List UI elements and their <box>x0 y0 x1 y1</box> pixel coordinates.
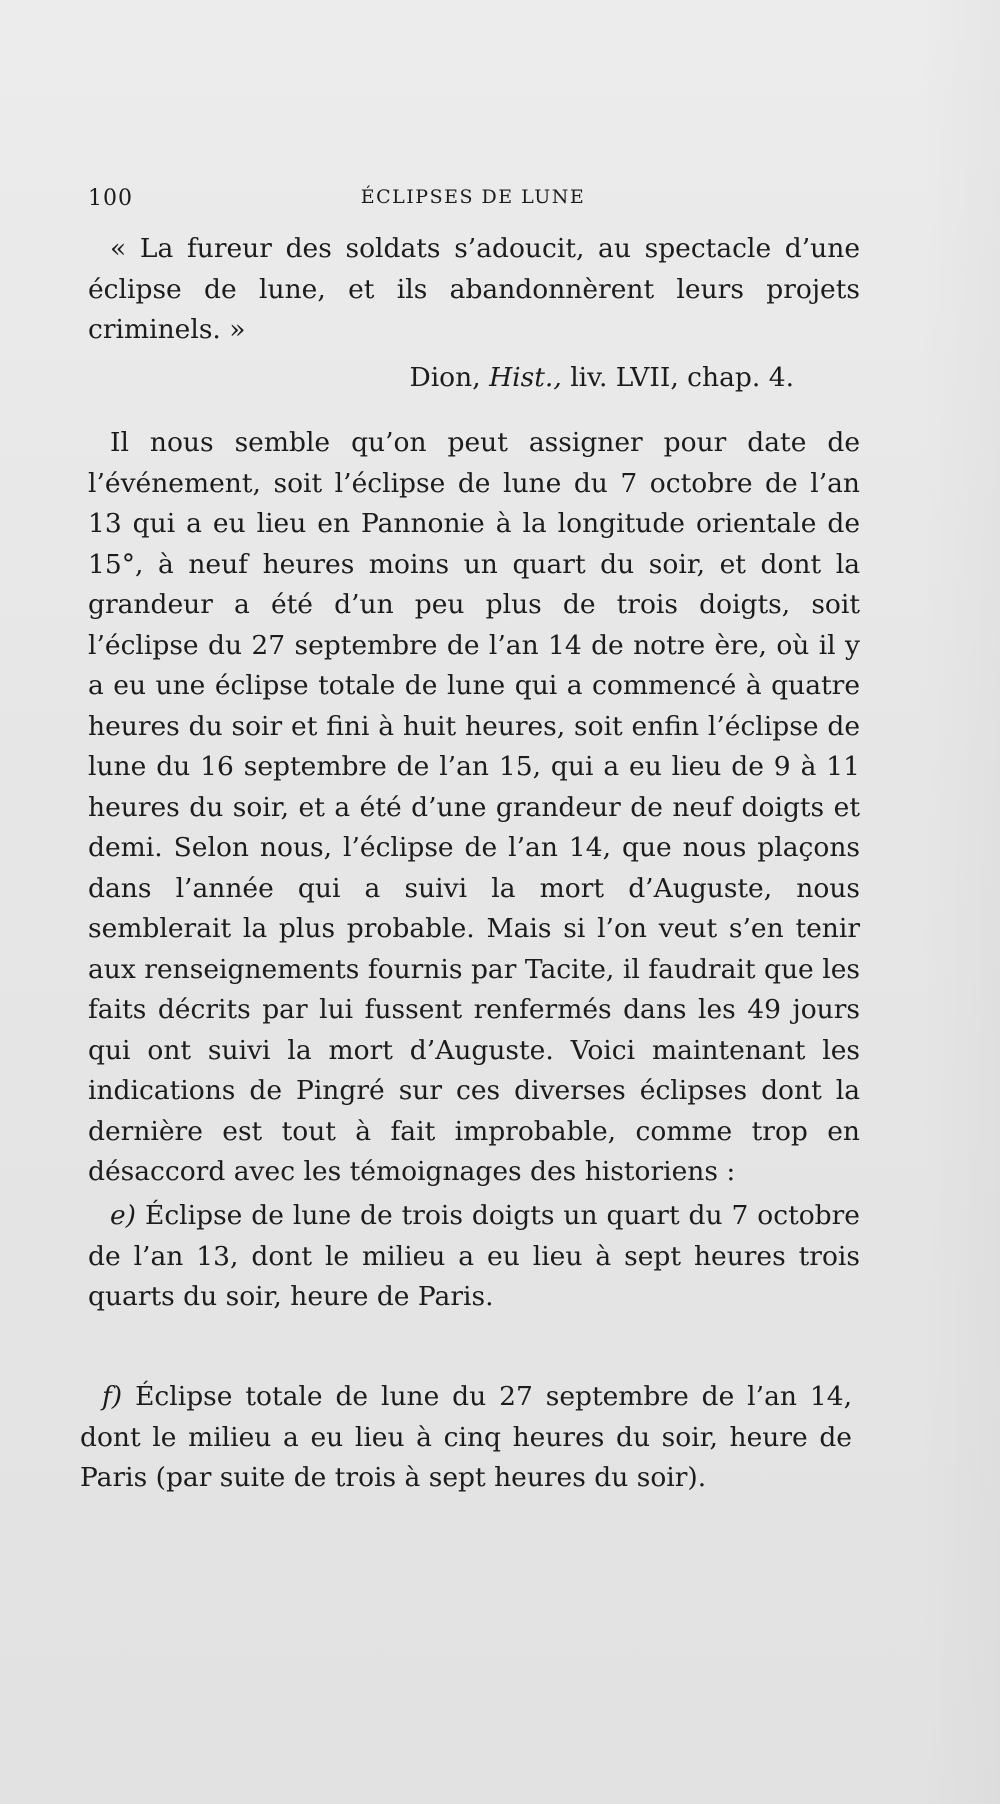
quote-text: « La fureur des soldats s’adoucit, au spectacle d’une éclipse de lune, et ils abandonnèrent leurs projets criminels. » <box>88 233 860 345</box>
quote-paragraph <box>88 229 860 351</box>
entry-e-label: e) <box>110 1200 137 1231</box>
main-paragraph <box>88 423 860 1193</box>
citation <box>409 358 794 398</box>
citation-reference: liv. LVII, chap. 4. <box>570 362 794 393</box>
main-paragraph-text: Il nous semble qu’on peut assigner pour date de l’événement, soit l’éclipse de lune du 7 octobre de l’an 13 qui a eu lieu en Pannonie à la longitude orientale de 15°, à neuf heures moins un quart du soir, et dont la grandeur a été d’un peu plus de trois doigts, soit l’éclipse du 27 septembre de l’an 14 de notre ère, où il y a eu une éclipse totale de lune qui a commencé à quatre heures du soir et fini à huit heures, soit enfin l’éclipse de lune du 16 septembre de l’an 15, qui a eu lieu de 9 à 11 heures du soir, et a été d’une grandeur de neuf doigts et demi. Selon nous, l’éclipse de l’an 14, que nous plaçons dans l’année qui a suivi la mort d’Auguste, nous semblerait la plus probable. Mais si l’on veut s’en tenir aux renseignements fournis par Tacite, il faudrait que les faits décrits par lui fussent renfermés dans les 49 jours qui ont suivi la mort d’Auguste. Voici maintenant les indications de Pingré sur ces diverses éclipses dont la dernière est tout à fait improbable, comme trop en désaccord avec les témoignages des historiens : <box>88 427 860 1187</box>
entry-e <box>88 1196 860 1318</box>
entry-f-label: f) <box>102 1381 123 1412</box>
entry-f-text: Éclipse totale de lune du 27 septembre de l’an 14, dont le milieu a eu lieu à cinq heures du soir, heure de Paris (par suite de trois à sept heures du soir). <box>80 1381 852 1493</box>
page-edge-shadow <box>920 0 1000 1804</box>
running-title: ÉCLIPSES DE LUNE <box>360 186 586 208</box>
page-number: 100 <box>88 186 133 211</box>
citation-work: Hist., <box>489 362 562 393</box>
entry-f <box>80 1377 852 1499</box>
citation-author: Dion, <box>409 362 481 393</box>
running-head <box>88 186 858 220</box>
entry-e-text: Éclipse de lune de trois doigts un quart du 7 octobre de l’an 13, dont le milieu a eu lieu à sept heures trois quarts du soir, heure de Paris. <box>88 1200 860 1312</box>
